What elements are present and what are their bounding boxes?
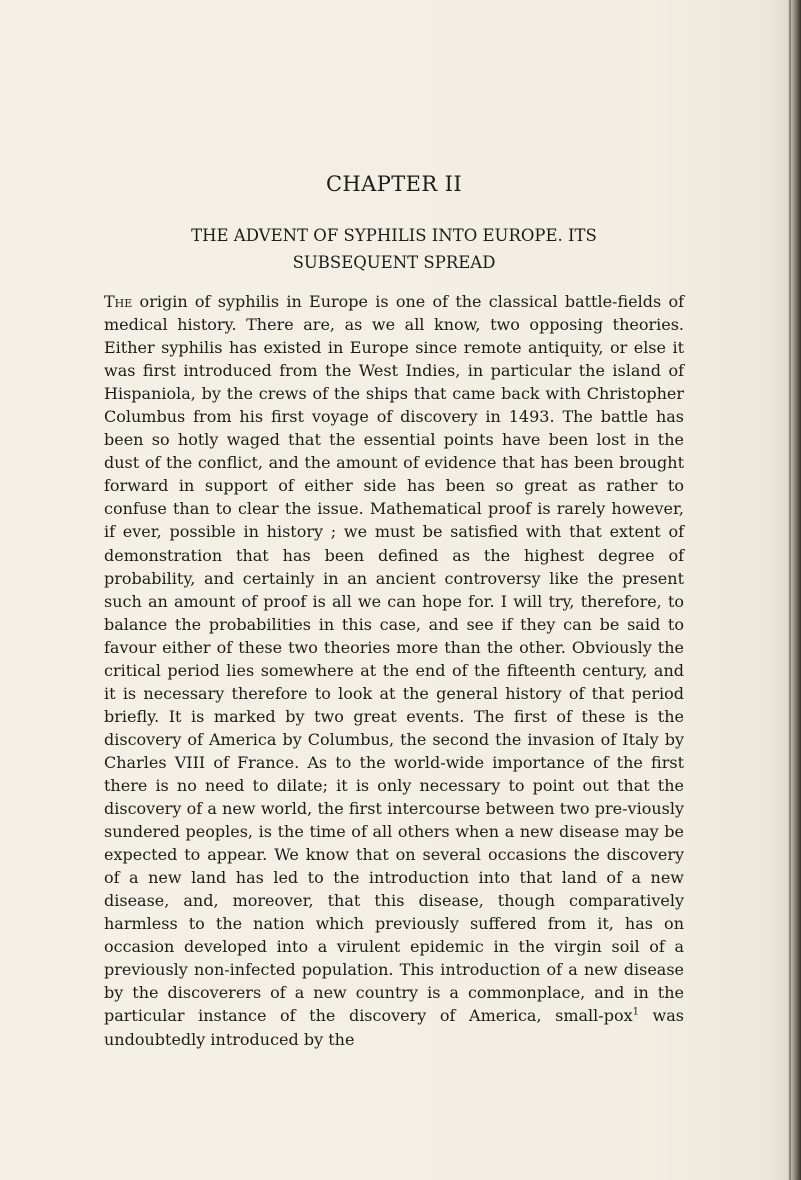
section-title-line-2: SUBSEQUENT SPREAD <box>292 253 496 272</box>
body-paragraph <box>104 290 684 1051</box>
section-title <box>104 222 684 276</box>
section-title-line-1: THE ADVENT OF SYPHILIS INTO EUROPE. ITS <box>191 226 597 245</box>
footnote-marker: 1 <box>632 1007 639 1019</box>
body-text-main: origin of syphilis in Europe is one of the classical battle-fields of medical history. There are, as we all know, two opposing theories. Either syphilis has existed in Europe since remote antiquity, or else it was first introduced from the West Indies, in particular the island of Hispaniola, by the crews of the ships that came back with Christopher Columbus from his first voyage of discovery in 1493. The battle has been so hotly waged that the essential points have been lost in the dust of the conflict, and the amount of evidence that has been brought forward in support of either side has been so great as rather to confuse than to clear the issue. Mathematical proof is rarely however, if ever, possible in history ; we must be satisfied with that extent of demonstration that has been defined as the highest degree of probability, and certainly in an ancient controversy like the present such an amount of proof is all we can hope for. I will try, therefore, to balance the probabilities in this case, and see if they can be said to favour either of these two theories more than the other. Obviously the critical period lies somewhere at the end of the fifteenth century, and it is necessary therefore to look at the general history of that period briefly. It is marked by two great events. The first of these is the discovery of America by Columbus, the second the invasion of Italy by Charles VIII of France. As to the world-wide importance of the first there is no need to dilate; it is only necessary to point out that the discovery of a new world, the first intercourse between two pre-viously sundered peoples, is the time of all others when a new disease may be expected to appear. We know that on several occasions the discovery of a new land has led to the introduction into that land of a new disease, and, moreover, that this disease, though comparatively harmless to the nation which previously suffered from it, has on occasion developed into a virulent epidemic in the virgin soil of a previously non-infected population. This introduction of a new disease by the discoverers of a new country is a commonplace, and in the particular instance of the discovery of America, small-pox <box>104 292 684 1026</box>
lead-word: The <box>104 292 133 311</box>
page-content <box>104 172 684 1051</box>
body-text-end: was undoubtedly introduced by the <box>104 1006 685 1049</box>
chapter-title: CHAPTER II <box>325 172 463 196</box>
page-edge-shadow <box>787 0 801 1180</box>
